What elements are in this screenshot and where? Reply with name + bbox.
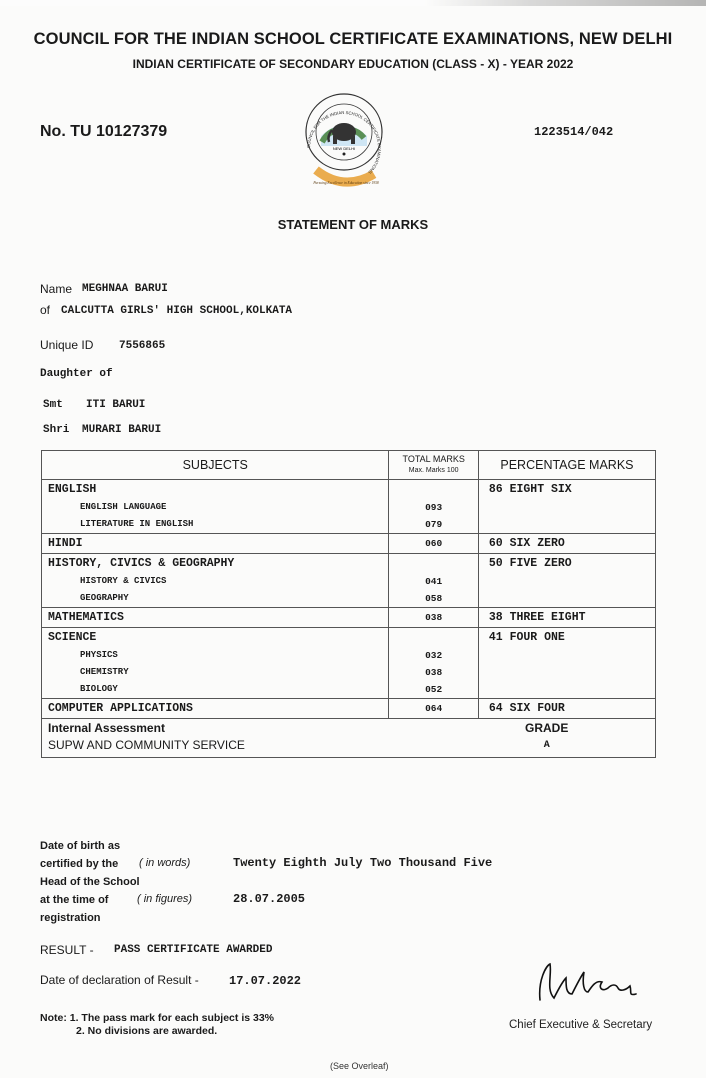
council-seal-logo bbox=[296, 92, 392, 202]
signature-image bbox=[532, 960, 642, 1005]
total-marks-header bbox=[389, 451, 478, 480]
table-row bbox=[42, 480, 656, 534]
declaration-label: Date of declaration of Result - bbox=[40, 973, 199, 987]
dob-line3: Head of the School bbox=[40, 876, 140, 888]
grade-value: A bbox=[543, 740, 550, 751]
total-marks-label: TOTAL MARKS bbox=[402, 454, 465, 464]
mother-name: ITI BARUI bbox=[86, 399, 146, 411]
grade-label: GRADE bbox=[525, 721, 569, 735]
supw-label: SUPW AND COMMUNITY SERVICE bbox=[48, 738, 245, 752]
marks-maths: 038 bbox=[425, 612, 443, 623]
marks-physics: 032 bbox=[425, 650, 443, 661]
internal-assessment-label: Internal Assessment bbox=[48, 721, 165, 735]
dob-line2: certified by the bbox=[40, 858, 119, 870]
marks-computer: 064 bbox=[425, 703, 443, 714]
daughter-of-label: Daughter of bbox=[40, 368, 113, 380]
pct-hindi: 60 SIX ZERO bbox=[488, 537, 565, 550]
see-overleaf: (See Overleaf) bbox=[330, 1061, 389, 1071]
marks-table bbox=[41, 450, 656, 758]
note-1: Note: 1. The pass mark for each subject is 33% bbox=[40, 1012, 275, 1024]
subject-english: ENGLISH bbox=[48, 483, 97, 496]
marks-literature: 079 bbox=[425, 519, 443, 530]
result-label: RESULT - bbox=[40, 943, 94, 957]
marks-hindi: 060 bbox=[425, 538, 443, 549]
subject-hindi: HINDI bbox=[42, 534, 389, 554]
marks-history-civics: 041 bbox=[425, 576, 443, 587]
marks-geography: 058 bbox=[425, 593, 443, 604]
uid-label: Unique ID bbox=[40, 338, 94, 352]
subject-physics: PHYSICS bbox=[80, 650, 118, 660]
dob-words-label: ( in words) bbox=[139, 857, 191, 869]
pct-history: 50 FIVE ZERO bbox=[488, 557, 572, 570]
subject-computer: COMPUTER APPLICATIONS bbox=[42, 699, 389, 719]
dob-line4: at the time of bbox=[40, 894, 109, 906]
certificate-number: No. TU 10127379 bbox=[40, 123, 168, 140]
pct-english: 86 EIGHT SIX bbox=[488, 483, 572, 496]
pct-science: 41 FOUR ONE bbox=[488, 631, 565, 644]
father-label: Shri bbox=[43, 424, 70, 436]
dob-line5: registration bbox=[40, 912, 101, 924]
school-name: CALCUTTA GIRLS' HIGH SCHOOL,KOLKATA bbox=[61, 305, 293, 317]
exam-title: INDIAN CERTIFICATE OF SECONDARY EDUCATION (CLASS - X) - YEAR 2022 bbox=[132, 57, 574, 71]
declaration-date: 17.07.2022 bbox=[229, 974, 302, 988]
subject-maths: MATHEMATICS bbox=[42, 608, 389, 628]
internal-assessment-row bbox=[42, 719, 656, 758]
seal-ribbon-text: Pursuing Excellence in Education since 1958 bbox=[313, 181, 379, 185]
marks-chemistry: 038 bbox=[425, 667, 443, 678]
dob-figures-label: ( in figures) bbox=[137, 893, 193, 905]
subject-geography: GEOGRAPHY bbox=[80, 593, 129, 603]
council-title: COUNCIL FOR THE INDIAN SCHOOL CERTIFICATE EXAMINATIONS, NEW DELHI bbox=[33, 30, 673, 48]
seal-center-text: NEW DELHI bbox=[332, 146, 356, 151]
max-marks-label: Max. Marks 100 bbox=[408, 467, 459, 474]
marks-biology: 052 bbox=[425, 684, 443, 695]
subject-history-civics: HISTORY & CIVICS bbox=[80, 576, 167, 586]
table-row bbox=[42, 608, 656, 628]
note-2: 2. No divisions are awarded. bbox=[76, 1025, 218, 1037]
subject-science: SCIENCE bbox=[48, 631, 97, 644]
subject-chemistry: CHEMISTRY bbox=[80, 667, 129, 677]
pct-computer: 64 SIX FOUR bbox=[488, 702, 565, 715]
signatory-title: Chief Executive & Secretary bbox=[509, 1019, 653, 1031]
table-row bbox=[42, 628, 656, 699]
subject-literature: LITERATURE IN ENGLISH bbox=[80, 519, 194, 529]
marks-english-language: 093 bbox=[425, 502, 443, 513]
scan-edge bbox=[0, 0, 706, 6]
table-header-row bbox=[42, 451, 656, 480]
candidate-name: MEGHNAA BARUI bbox=[82, 283, 168, 295]
signature-text: Arathoor bbox=[587, 1004, 591, 1005]
subject-history: HISTORY, CIVICS & GEOGRAPHY bbox=[48, 557, 235, 570]
unique-id: 7556865 bbox=[119, 340, 166, 352]
dob-figures: 28.07.2005 bbox=[233, 892, 306, 906]
statement-title: STATEMENT OF MARKS bbox=[277, 217, 429, 232]
father-name: MURARI BARUI bbox=[82, 424, 162, 436]
name-label: Name bbox=[40, 282, 73, 296]
result-value: PASS CERTIFICATE AWARDED bbox=[114, 944, 273, 956]
percentage-header: PERCENTAGE MARKS bbox=[478, 451, 655, 480]
subjects-header: SUBJECTS bbox=[42, 451, 389, 480]
table-row bbox=[42, 699, 656, 719]
of-label: of bbox=[40, 303, 51, 317]
seal-ring-text: COUNCIL FOR THE INDIAN SCHOOL CERTIFICATE EXAMINATIONS bbox=[305, 109, 383, 175]
pct-maths: 38 THREE EIGHT bbox=[488, 611, 586, 624]
reference-number: 1223514/042 bbox=[534, 125, 614, 139]
table-row bbox=[42, 534, 656, 554]
table-row bbox=[42, 554, 656, 608]
subject-biology: BIOLOGY bbox=[80, 684, 118, 694]
dob-line1: Date of birth as bbox=[40, 840, 121, 852]
mother-label: Smt bbox=[43, 399, 63, 411]
notes bbox=[40, 1012, 274, 1038]
dob-words: Twenty Eighth July Two Thousand Five bbox=[233, 856, 493, 870]
dob-labels bbox=[40, 837, 140, 927]
subject-english-language: ENGLISH LANGUAGE bbox=[80, 502, 167, 512]
